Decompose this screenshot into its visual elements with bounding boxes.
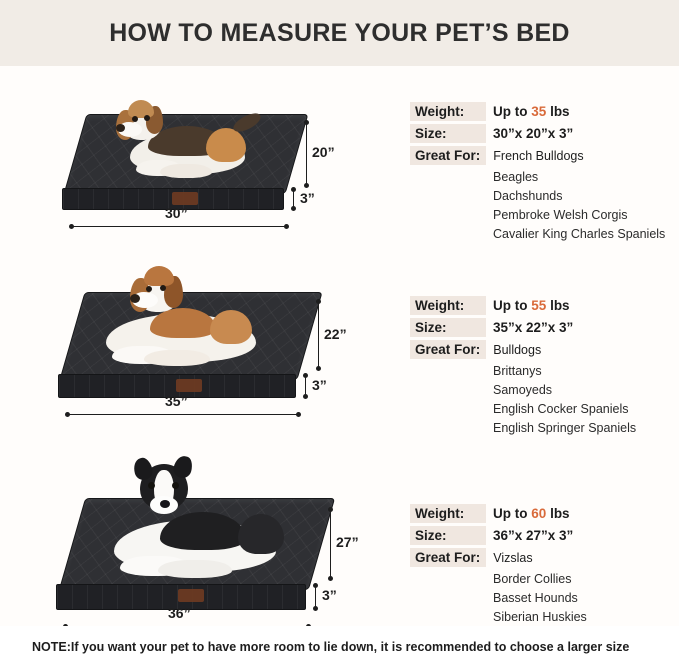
dim-height-small: 3” — [300, 190, 315, 206]
page-title: HOW TO MEASURE YOUR PET’S BED — [109, 18, 570, 47]
depth-line-medium — [318, 302, 319, 368]
spec-panel-medium — [410, 296, 679, 438]
weight-number-medium: 55 — [531, 298, 547, 313]
spec-weight-label: Weight: — [410, 102, 486, 121]
dog-border-collie — [98, 456, 298, 596]
spec-greatfor-row-medium — [410, 340, 679, 359]
breed-item: Brittanys — [493, 364, 542, 378]
dog-beagle — [120, 94, 280, 189]
spec-size-value-medium: 35”x 22”x 3” — [493, 320, 574, 335]
breed-item: Dachshunds — [493, 189, 563, 203]
spec-weight-row-large — [410, 504, 679, 523]
breed-item: Siberian Huskies — [493, 610, 587, 624]
breed-item: Cavalier King Charles Spaniels — [493, 227, 666, 241]
weight-unit-medium: lbs — [550, 298, 570, 313]
spec-size-label: Size: — [410, 526, 486, 545]
dim-depth-large: 27” — [336, 534, 359, 550]
spec-panel-large — [410, 504, 679, 646]
height-line-medium — [305, 376, 306, 396]
spec-weight-value-large — [486, 506, 570, 521]
spec-greatfor-label: Great For: — [410, 340, 486, 359]
breed-item: English Cocker Spaniels — [493, 402, 629, 416]
bed-row-large — [0, 426, 679, 626]
dim-height-medium: 3” — [312, 377, 327, 393]
weight-number-large: 60 — [531, 506, 547, 521]
breed-item: Vizslas — [493, 551, 533, 565]
spec-weight-row-small — [410, 102, 679, 121]
weight-unit-large: lbs — [550, 506, 570, 521]
footer-note-bar — [0, 626, 679, 668]
width-line-small — [72, 226, 287, 227]
brand-tag-small — [172, 192, 198, 205]
spec-weight-label: Weight: — [410, 504, 486, 523]
page-header — [0, 0, 679, 66]
bed-illustration-small — [0, 66, 400, 234]
weight-number-small: 35 — [531, 104, 547, 119]
spec-panel-small — [410, 102, 679, 244]
spec-weight-row-medium — [410, 296, 679, 315]
bed-row-small — [0, 66, 679, 241]
spec-weight-value-medium — [486, 298, 570, 313]
bed-row-medium — [0, 234, 679, 435]
spec-size-value-large: 36”x 27”x 3” — [493, 528, 574, 543]
spec-greatfor-label: Great For: — [410, 146, 486, 165]
dim-height-large: 3” — [322, 587, 337, 603]
spec-weight-value-small — [486, 104, 570, 119]
spec-greatfor-row-large — [410, 548, 679, 567]
dim-width-small: 30” — [165, 205, 188, 221]
breed-item: Beagles — [493, 170, 539, 184]
breed-item: Samoyeds — [493, 383, 553, 397]
width-line-medium — [68, 414, 299, 415]
dim-depth-medium: 22” — [324, 326, 347, 342]
content-area — [0, 66, 679, 626]
dim-depth-small: 20” — [312, 144, 335, 160]
footer-note: NOTE:If you want your pet to have more room to lie down, it is recommended to choose a larger size — [32, 640, 630, 654]
depth-line-large — [330, 510, 331, 578]
bed-illustration-medium — [0, 234, 400, 426]
weight-prefix-small: Up to — [493, 104, 528, 119]
breed-item: French Bulldogs — [493, 149, 584, 163]
bed-illustration-large — [0, 426, 400, 626]
spec-weight-label: Weight: — [410, 296, 486, 315]
spec-size-row-small — [410, 124, 679, 143]
weight-unit-small: lbs — [550, 104, 570, 119]
breed-list-small — [410, 168, 679, 244]
dog-brittany — [92, 262, 282, 382]
spec-greatfor-label: Great For: — [410, 548, 486, 567]
spec-size-row-medium — [410, 318, 679, 337]
breed-item: Basset Hounds — [493, 591, 578, 605]
weight-prefix-large: Up to — [493, 506, 528, 521]
spec-size-label: Size: — [410, 124, 486, 143]
breed-item: English Springer Spaniels — [493, 421, 637, 435]
dim-width-medium: 35” — [165, 393, 188, 409]
breed-item: Border Collies — [493, 572, 572, 586]
height-line-large — [315, 586, 316, 608]
spec-size-label: Size: — [410, 318, 486, 337]
spec-size-value-small: 30”x 20”x 3” — [493, 126, 574, 141]
dim-width-large: 36” — [168, 605, 191, 621]
spec-greatfor-row-small — [410, 146, 679, 165]
breed-item: Bulldogs — [493, 343, 542, 357]
depth-line-small — [306, 123, 307, 185]
breed-item: Pembroke Welsh Corgis — [493, 208, 628, 222]
weight-prefix-medium: Up to — [493, 298, 528, 313]
spec-size-row-large — [410, 526, 679, 545]
